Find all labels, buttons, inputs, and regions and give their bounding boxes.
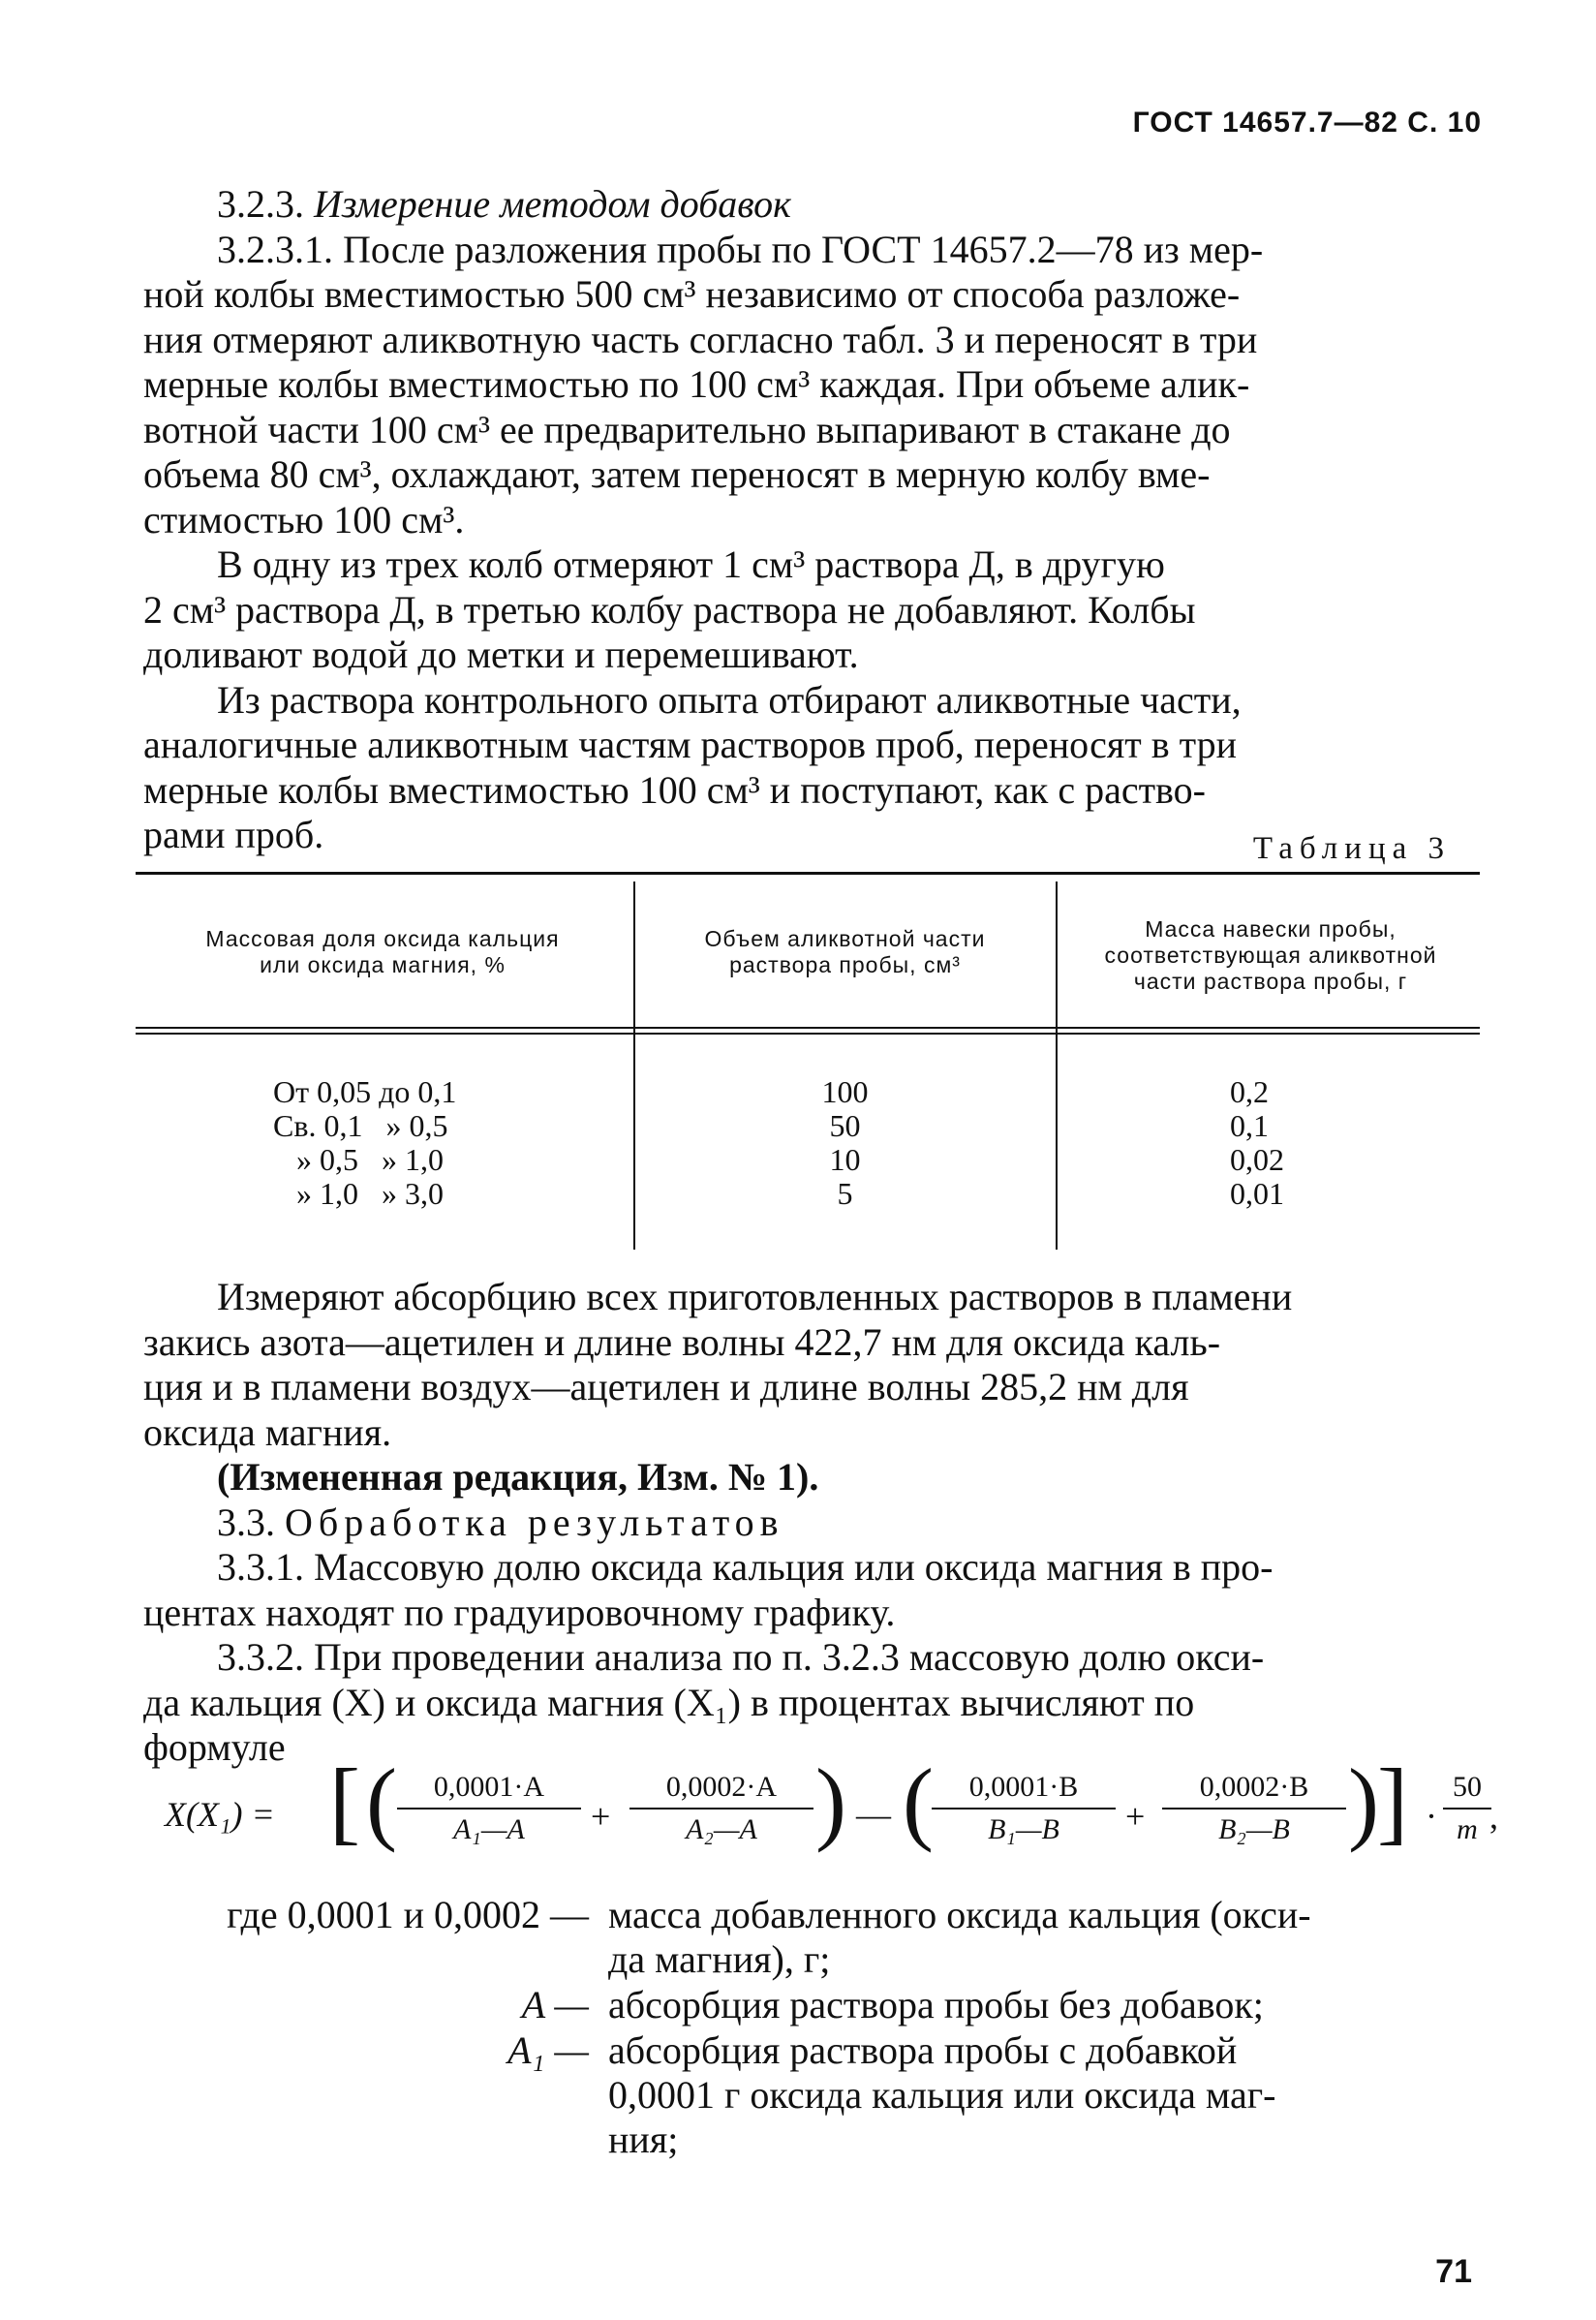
- fraction-numerator: 0,0001·B: [932, 1771, 1116, 1810]
- multiply-dot: ·: [1426, 1797, 1437, 1836]
- fraction-2: [629, 1771, 813, 1846]
- header-line: Масса навески пробы,: [1145, 916, 1396, 942]
- table-cell: 0,02: [1230, 1142, 1284, 1177]
- table-cell: 0,2: [1230, 1074, 1269, 1109]
- table-cell: 10: [829, 1142, 861, 1177]
- fraction-denominator: B₁—B: [988, 1813, 1059, 1845]
- paren-open: (: [366, 1749, 397, 1853]
- table-header-col1: [136, 926, 629, 978]
- table-cell: 100: [821, 1074, 869, 1109]
- table-col-volume: [639, 1075, 1051, 1211]
- page-number: 71: [1435, 2253, 1472, 2290]
- paragraph-line: закись азота—ацетилен и длине волны 422,7 нм для оксида каль-: [143, 1319, 1221, 1364]
- paragraph-line: 3.2.3.1. После разложения пробы по ГОСТ 14657.2—78 из мер-: [217, 227, 1264, 271]
- paragraph-line: Измеряют абсорбцию всех приготовленных растворов в пламени: [217, 1275, 1293, 1318]
- definition-term: где 0,0001 и 0,0002 —: [227, 1893, 589, 1936]
- fraction-denominator: m: [1457, 1813, 1478, 1845]
- paragraph-line: Из раствора контрольного опыта отбирают аликвотные части,: [217, 677, 1242, 722]
- paren-open: (: [903, 1749, 934, 1853]
- bracket-close: ]: [1377, 1749, 1408, 1853]
- section-title: Обработка результатов: [285, 1500, 784, 1544]
- header-line: или оксида магния, %: [260, 952, 506, 977]
- definition-term: A₁ —: [507, 2028, 589, 2072]
- section-3-2-3: [143, 182, 1482, 858]
- fraction-numerator: 0,0002·A: [629, 1771, 813, 1810]
- paragraph-line: мерные колбы вместимостью по 100 см³ каждая. При объеме алик-: [143, 362, 1250, 406]
- minus-sign: —: [856, 1795, 891, 1834]
- paragraph-line: мерные колбы вместимостью 100 см³ и поступают, как с раство-: [143, 767, 1206, 812]
- amendment-note: (Измененная редакция, Изм. № 1).: [217, 1455, 819, 1499]
- fraction-denominator: B₂—B: [1218, 1813, 1290, 1845]
- plus-sign: +: [591, 1797, 611, 1836]
- table-column-divider: [633, 882, 635, 1250]
- table-cell: 5: [837, 1176, 853, 1211]
- fraction-5: [1443, 1771, 1491, 1846]
- table-column-divider: [1056, 882, 1058, 1250]
- fraction-denominator: A₂—A: [686, 1813, 757, 1845]
- paragraph-line: оксида магния.: [143, 1409, 392, 1454]
- plus-sign: +: [1125, 1797, 1146, 1836]
- formula: [165, 1749, 1501, 1870]
- paragraph-line: доливают водой до метки и перемешивают.: [143, 633, 859, 676]
- table-header-rule: [136, 1027, 1480, 1029]
- paragraph-line: В одну из трех колб отмеряют 1 см³ раствора Д, в другую: [217, 542, 1165, 586]
- definition-desc-line: 0,0001 г оксида кальция или оксида маг-: [608, 2073, 1276, 2117]
- header-line: Объем аликвотной части: [704, 926, 986, 951]
- formula-comma: ,: [1489, 1797, 1498, 1836]
- section-title: Измерение методом добавок: [314, 182, 791, 226]
- fraction-denominator: A₁—A: [453, 1813, 525, 1845]
- paragraph-line: да кальция (X) и оксида магния (X₁) в процентах вычисляют по: [143, 1680, 1195, 1724]
- section-3-3: [143, 1275, 1482, 1771]
- paragraph-line: ной колбы вместимостью 500 см³ независимо от способа разложе-: [143, 272, 1241, 316]
- table-cell: 0,1: [1230, 1108, 1269, 1143]
- section-number: 3.2.3.: [217, 182, 304, 226]
- bracket-open: [: [329, 1749, 360, 1853]
- paragraph-line: 2 см³ раствора Д, в третью колбу раствора не добавляют. Колбы: [143, 587, 1196, 632]
- table-header-col3: [1061, 916, 1480, 995]
- table-col-range: [273, 1075, 631, 1211]
- paragraph-line: 3.3.2. При проведении анализа по п. 3.2.3 массовую долю окси-: [217, 1635, 1265, 1679]
- definition-desc-line: да магния), г;: [608, 1937, 831, 1981]
- table-col-mass: [1230, 1075, 1424, 1211]
- fraction-1: [397, 1771, 581, 1846]
- table-header-rule: [136, 1033, 1480, 1035]
- table-cell: От 0,05 до 0,1: [273, 1074, 457, 1109]
- table-top-rule: [136, 872, 1480, 875]
- header-line: соответствующая аликвотной: [1104, 943, 1437, 968]
- table-cell: » 1,0 » 3,0: [273, 1176, 444, 1211]
- fraction-numerator: 0,0002·B: [1162, 1771, 1346, 1810]
- definition-desc-line: масса добавленного оксида кальция (окси-: [608, 1893, 1311, 1936]
- section-heading: [143, 182, 1482, 228]
- formula-lhs: X(X₁) =: [165, 1795, 275, 1834]
- definition-desc-line: ния;: [608, 2118, 679, 2161]
- fraction-4: [1162, 1771, 1346, 1846]
- fraction-numerator: 50: [1443, 1771, 1491, 1810]
- paragraph-line: аналогичные аликвотным частям растворов проб, переносят в три: [143, 723, 1238, 766]
- header-line: раствора пробы, см³: [729, 952, 961, 977]
- table-cell: Св. 0,1 » 0,5: [273, 1108, 448, 1143]
- page-header: ГОСТ 14657.7—82 С. 10: [1132, 107, 1482, 139]
- paragraph-line: центах находят по градуировочному графику.: [143, 1590, 896, 1634]
- header-line: Массовая доля оксида кальция: [205, 926, 560, 951]
- fraction-numerator: 0,0001·A: [397, 1771, 581, 1810]
- paragraph-line: вотной части 100 см³ ее предварительно выпаривают в стакане до: [143, 407, 1231, 451]
- paragraph-line: ция и в пламени воздух—ацетилен и длине волны 285,2 нм для: [143, 1365, 1189, 1408]
- paragraph-line: формуле: [143, 1725, 286, 1769]
- table-header-col2: [639, 926, 1051, 978]
- header-line: части раствора пробы, г: [1133, 969, 1408, 994]
- fraction-3: [932, 1771, 1116, 1846]
- definition-desc-line: абсорбция раствора пробы без добавок;: [608, 1983, 1264, 2026]
- definition-desc-line: абсорбция раствора пробы с добавкой: [608, 2028, 1238, 2072]
- table-cell: 50: [829, 1108, 861, 1143]
- definition-term: A —: [521, 1983, 589, 2026]
- section-heading: [143, 1500, 1482, 1546]
- table-cell: 0,01: [1230, 1176, 1284, 1211]
- paragraph-line: 3.3.1. Массовую долю оксида кальция или оксида магния в про-: [217, 1545, 1274, 1589]
- paragraph-line: стимостью 100 см³.: [143, 497, 465, 541]
- table-3: [136, 872, 1480, 1252]
- paren-close: ): [815, 1749, 846, 1853]
- paragraph-line: рами проб.: [143, 813, 324, 856]
- paragraph-line: ния отмеряют аликвотную часть согласно табл. 3 и переносят в три: [143, 317, 1258, 361]
- paragraph-line: объема 80 см³, охлаждают, затем переносят в мерную колбу вме-: [143, 452, 1211, 496]
- table-caption: Таблица 3: [1252, 831, 1451, 866]
- paren-close: ): [1348, 1749, 1379, 1853]
- table-cell: » 0,5 » 1,0: [273, 1142, 444, 1177]
- section-number: 3.3.: [217, 1500, 275, 1544]
